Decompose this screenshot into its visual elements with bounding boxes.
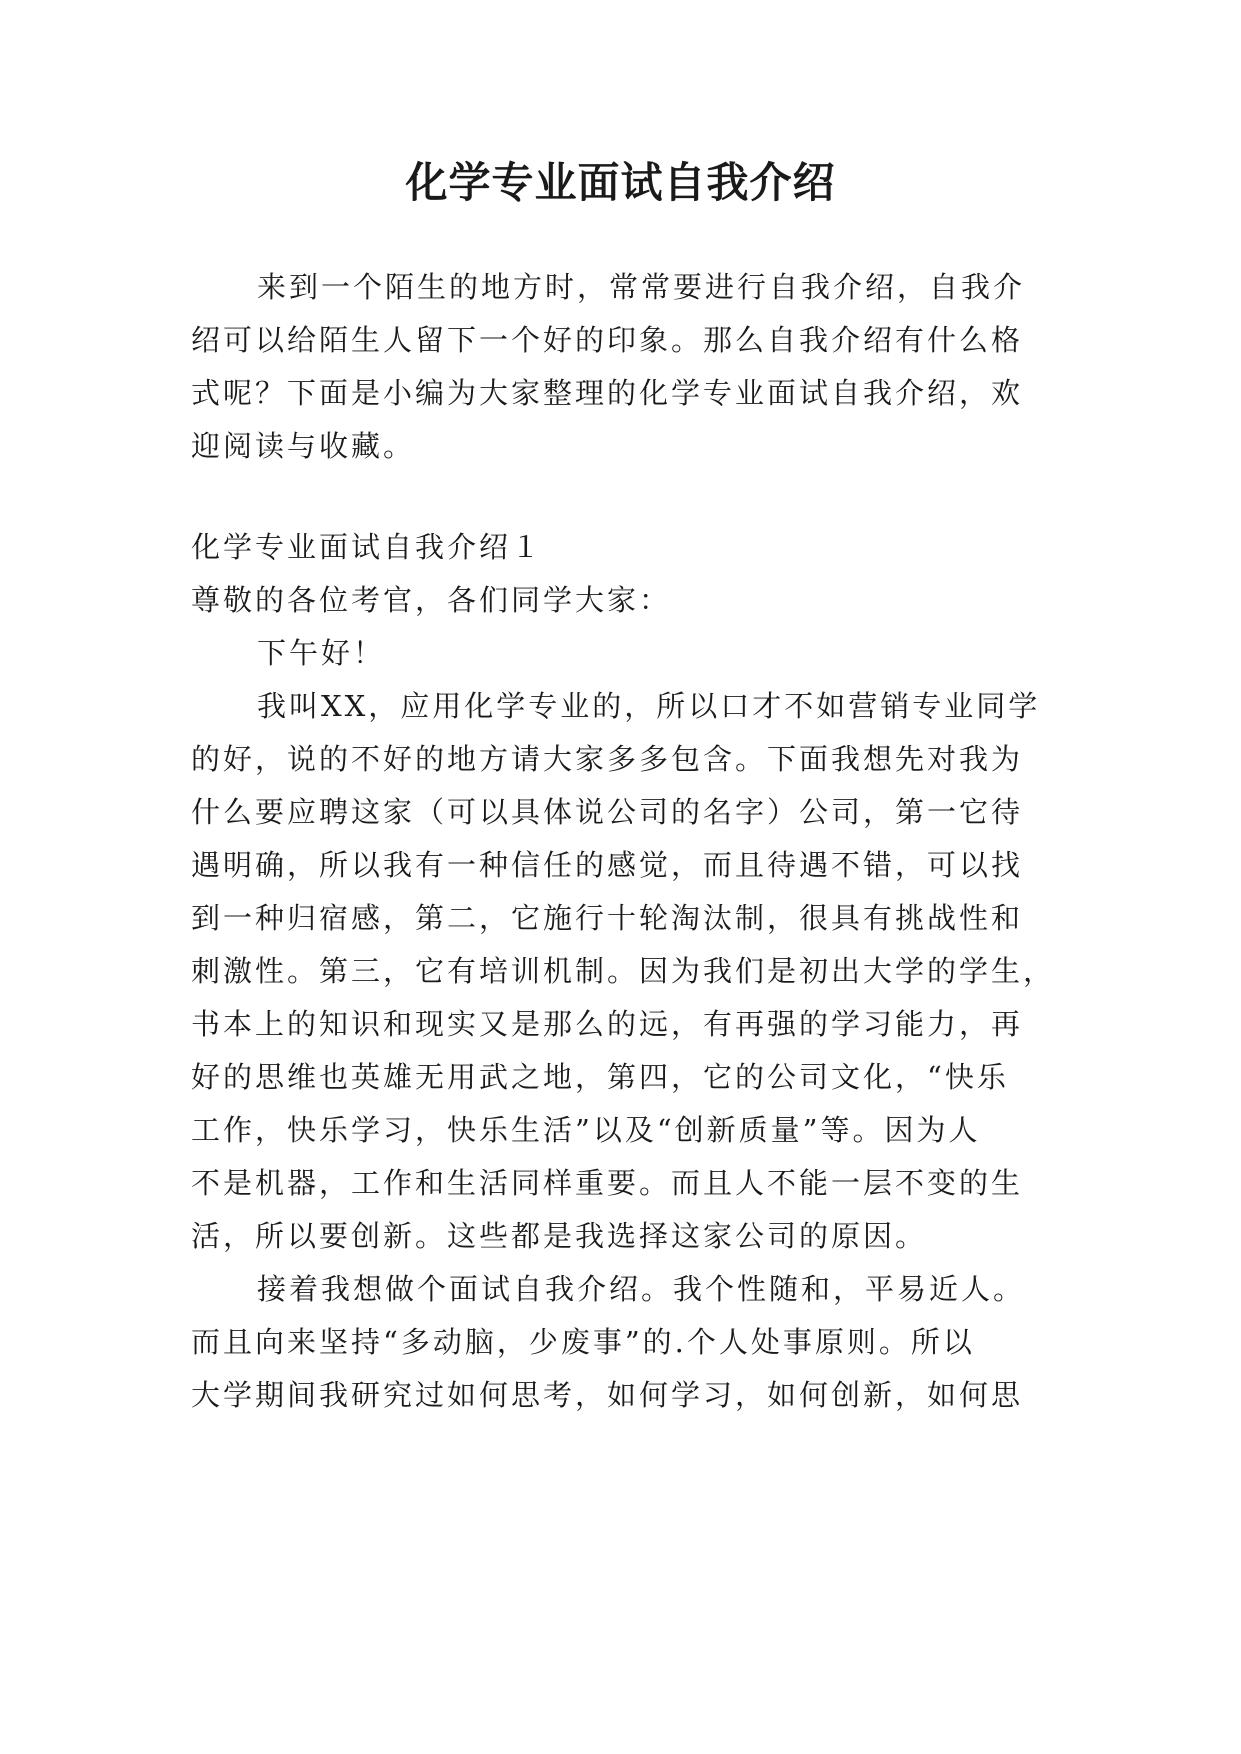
paragraph1-line-1: 我叫XX，应用化学专业的，所以口才不如营销专业同学 xyxy=(257,689,1041,723)
paragraph1-line-8: 好的思维也英雄无用武之地，第四，它的公司文化，“快乐 xyxy=(191,1060,1009,1094)
paragraph1-line-10: 不是机器，工作和生活同样重要。而且人不能一层不变的生 xyxy=(191,1166,1024,1200)
intro-line-1: 来到一个陌生的地方时，常常要进行自我介绍，自我介 xyxy=(257,270,1026,304)
document-title: 化学专业面试自我介绍 xyxy=(405,158,836,207)
paragraph1-line-6: 刺激性。第三，它有培训机制。因为我们是初出大学的学生， xyxy=(191,954,1056,988)
section-heading: 化学专业面试自我介绍１ xyxy=(191,530,544,564)
paragraph2-line-3: 大学期间我研究过如何思考，如何学习，如何创新，如何思 xyxy=(191,1378,1024,1412)
paragraph1-line-7: 书本上的知识和现实又是那么的远，有再强的学习能力，再 xyxy=(191,1007,1024,1041)
paragraph2-line-1: 接着我想做个面试自我介绍。我个性随和，平易近人。 xyxy=(257,1272,1026,1306)
paragraph1-line-9: 工作，快乐学习，快乐生活”以及“创新质量”等。因为人 xyxy=(191,1113,981,1147)
greeting: 下午好！ xyxy=(257,636,386,670)
intro-line-2: 绍可以给陌生人留下一个好的印象。那么自我介绍有什么格 xyxy=(191,323,1024,357)
salutation: 尊敬的各位考官，各们同学大家： xyxy=(191,583,672,617)
paragraph2-line-2: 而且向来坚持“多动脑，少废事”的.个人处事原则。所以 xyxy=(191,1325,975,1359)
intro-line-4: 迎阅读与收藏。 xyxy=(191,429,416,463)
paragraph1-line-11: 活，所以要创新。这些都是我选择这家公司的原因。 xyxy=(191,1219,928,1253)
paragraph1-line-2: 的好，说的不好的地方请大家多多包含。下面我想先对我为 xyxy=(191,742,1024,776)
intro-line-3: 式呢？下面是小编为大家整理的化学专业面试自我介绍，欢 xyxy=(191,376,1024,410)
paragraph1-line-5: 到一种归宿感，第二，它施行十轮淘汰制，很具有挑战性和 xyxy=(191,901,1024,935)
paragraph1-line-4: 遇明确，所以我有一种信任的感觉，而且待遇不错，可以找 xyxy=(191,848,1024,882)
paragraph1-line-3: 什么要应聘这家（可以具体说公司的名字）公司，第一它待 xyxy=(191,795,1024,829)
